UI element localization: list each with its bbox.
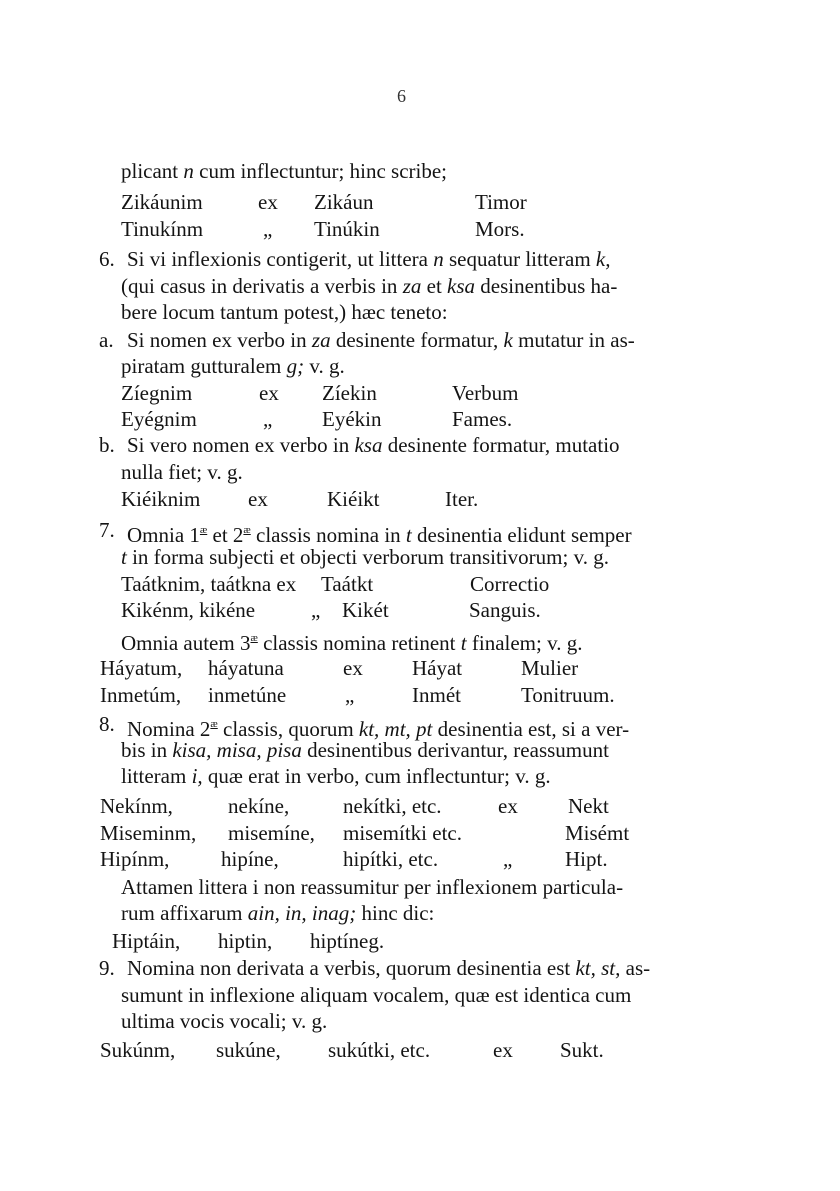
text: bis in [121, 738, 173, 762]
text-line [127, 327, 635, 353]
text-line: bere locum tantum potest,) hæc teneto: [121, 300, 448, 324]
rule-number: 8. [99, 712, 115, 736]
text: v. g. [304, 354, 345, 378]
italic-term: n [433, 247, 444, 271]
text: litteram [121, 764, 192, 788]
text-line [121, 625, 582, 656]
ordinal-suffix: æ [250, 632, 258, 644]
italic-term: t [460, 631, 467, 655]
text: desinentia elidunt semper [411, 523, 632, 547]
italic-term: ain, in, inag; [247, 901, 357, 925]
example-word: Kikénm, kikéne [121, 598, 256, 622]
example-form: hipítki, etc. [343, 847, 439, 871]
text: et [421, 274, 448, 298]
text: et 2 [207, 523, 244, 547]
example-word: Kiéiknim [121, 487, 201, 511]
example-form: nekítki, etc. [343, 794, 442, 818]
text-line [121, 544, 609, 570]
example-word: Zikáunim [121, 190, 203, 214]
example-ex: „ [263, 217, 273, 241]
example-word: Nekínm, [100, 794, 173, 818]
example-word: Zíegnim [121, 381, 193, 405]
example-meaning: Iter. [445, 487, 479, 511]
italic-term: kisa, misa, pisa [172, 738, 302, 762]
text-line: sumunt in inflexione aliquam vocalem, quæ est identica cum [121, 983, 632, 1007]
example-ex: ex [343, 656, 363, 680]
text: classis, quorum [217, 717, 359, 741]
example-root: Taátkt [321, 572, 374, 596]
italic-term: t [405, 523, 412, 547]
example-root: Sukt. [560, 1038, 604, 1062]
example-root: Háyat [412, 656, 463, 680]
example-ex: ex [258, 190, 278, 214]
text-line [121, 158, 447, 184]
example-word: Háyatum, [100, 656, 183, 680]
italic-term: k [503, 328, 513, 352]
text: finalem; v. g. [466, 631, 583, 655]
example-ex: „ [503, 847, 513, 871]
text-line: nulla fiet; v. g. [121, 460, 243, 484]
text: hinc dic: [356, 901, 435, 925]
text: quæ erat in verbo, cum inflectuntur; v. g. [202, 764, 551, 788]
ordinal-suffix: æ [210, 718, 218, 730]
rule-number: 9. [99, 956, 115, 980]
italic-term: kt, st, [575, 956, 621, 980]
text-line [121, 900, 434, 926]
example-ex: „ [263, 407, 273, 431]
example-form: hiptíneg. [310, 929, 385, 953]
text-line [121, 353, 345, 379]
example-word: Sukúnm, [100, 1038, 176, 1062]
text-line: ultima vocis vocali; v. g. [121, 1009, 328, 1033]
example-meaning: Mulier [521, 656, 579, 680]
text-line: Attamen littera i non reassumitur per inflexionem particula- [121, 875, 624, 899]
example-word: Tinukínm [121, 217, 204, 241]
italic-term: ksa [354, 433, 383, 457]
example-form: háyatuna [208, 656, 284, 680]
italic-term: n [183, 159, 194, 183]
example-ex: ex [259, 381, 279, 405]
text-line [127, 432, 620, 458]
example-form: sukúne, [216, 1038, 281, 1062]
example-ex: ex [248, 487, 268, 511]
example-meaning: Sanguis. [469, 598, 541, 622]
italic-term: ksa [447, 274, 476, 298]
example-root: Eyékin [322, 407, 382, 431]
example-meaning: Verbum [452, 381, 519, 405]
text: Si nomen ex verbo in [127, 328, 312, 352]
text: Nomina non derivata a verbis, quorum desinentia est [127, 956, 576, 980]
example-meaning: Timor [475, 190, 527, 214]
rule-number: 7. [99, 518, 115, 542]
text-line [127, 955, 650, 981]
text: Nomina 2 [127, 717, 211, 741]
example-root: Zíekin [322, 381, 377, 405]
example-form: sukútki, etc. [328, 1038, 431, 1062]
text: desinentibus derivantur, reassumunt [301, 738, 609, 762]
example-ex: ex [493, 1038, 513, 1062]
italic-term: kt, mt, pt [358, 717, 433, 741]
text: classis nomina retinent [257, 631, 461, 655]
example-word: Eyégnim [121, 407, 197, 431]
example-root: Misémt [565, 821, 630, 845]
text: classis nomina in [250, 523, 406, 547]
text: Si vi inflexionis contigerit, ut littera [127, 247, 434, 271]
rule-letter: b. [99, 433, 115, 457]
example-meaning: Correctio [470, 572, 550, 596]
example-root: Inmét [412, 683, 461, 707]
italic-term: t [121, 545, 127, 569]
text: Si vero nomen ex verbo in [127, 433, 355, 457]
example-meaning: Tonitruum. [521, 683, 615, 707]
text: plicant [121, 159, 184, 183]
example-word: Hiptáin, [112, 929, 181, 953]
text: mutatur in as- [512, 328, 635, 352]
example-word: Inmetúm, [100, 683, 182, 707]
example-form: hipíne, [221, 847, 279, 871]
text: desinente formatur, mutatio [382, 433, 620, 457]
example-root: Kikét [342, 598, 389, 622]
text: rum affixarum [121, 901, 248, 925]
italic-term: k, [595, 247, 611, 271]
italic-term: za [311, 328, 331, 352]
text: desinentibus ha- [475, 274, 618, 298]
example-root: Hipt. [565, 847, 608, 871]
example-ex: „ [345, 683, 355, 707]
example-meaning: Fames. [452, 407, 513, 431]
text: Omnia 1 [127, 523, 200, 547]
example-ex: ex [498, 794, 518, 818]
italic-term: g; [286, 354, 305, 378]
text-line [127, 246, 610, 272]
example-form: hiptin, [218, 929, 273, 953]
italic-term: i, [191, 764, 203, 788]
example-root: Kiéikt [327, 487, 380, 511]
text: as- [620, 956, 651, 980]
text: (qui casus in derivatis a verbis in [121, 274, 403, 298]
example-form: nekíne, [228, 794, 290, 818]
example-root: Tinúkin [314, 217, 380, 241]
italic-term: za [402, 274, 422, 298]
example-word: Hipínm, [100, 847, 170, 871]
ordinal-suffix: æ [199, 524, 208, 536]
text: sequatur litteram [443, 247, 596, 271]
example-form: misemíne, [228, 821, 315, 845]
text-line [121, 737, 609, 763]
rule-number: 6. [99, 247, 115, 271]
text: Omnia autem 3 [121, 631, 251, 655]
rule-letter: a. [99, 328, 114, 352]
example-form: misemítki etc. [343, 821, 462, 845]
text-line [121, 273, 617, 299]
example-ex: „ [311, 598, 321, 622]
example-form: inmetúne [208, 683, 287, 707]
example-word: Taátknim, taátkna ex [121, 572, 297, 596]
example-root: Nekt [568, 794, 609, 818]
page-number: 6 [397, 86, 406, 106]
text: piratam gutturalem [121, 354, 287, 378]
text: in forma subjecti et objecti verborum transitivorum; v. g. [126, 545, 609, 569]
text: desinente formatur, [330, 328, 504, 352]
text: desinentia est, si a ver- [432, 717, 630, 741]
text: cum inflectuntur; hinc scribe; [193, 159, 447, 183]
ordinal-suffix: æ [243, 524, 251, 536]
example-meaning: Mors. [475, 217, 525, 241]
example-root: Zikáun [314, 190, 374, 214]
example-word: Miseminm, [100, 821, 197, 845]
text-line [121, 763, 551, 789]
